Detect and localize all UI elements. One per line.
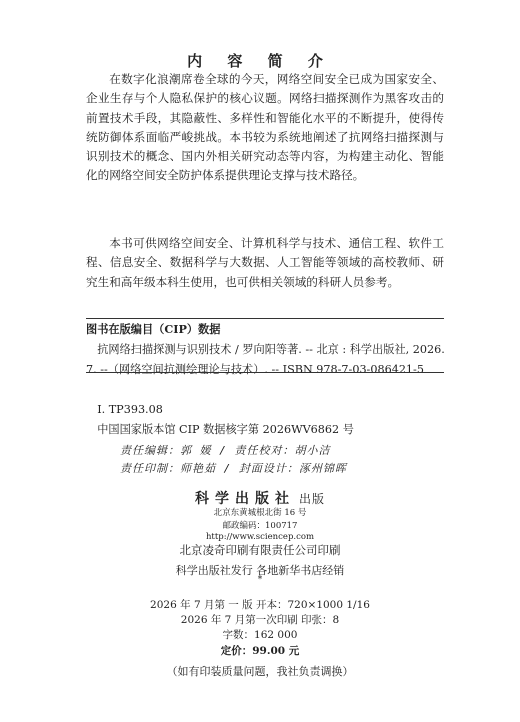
cip-heading: 图书在版编目（CIP）数据 — [86, 322, 221, 336]
edition-format: 2026 年 7 月第 一 版 开本：720×1000 1/16 — [150, 599, 370, 611]
publisher-logo-text: 科学出版社 — [194, 491, 295, 507]
price: 定价：99.00 元 — [220, 645, 300, 657]
publisher-zip: 邮政编码：100717 — [222, 521, 298, 531]
cip-classification: Ⅰ. TP393.08 — [97, 403, 163, 416]
printing-sheets: 2026 年 7 月第一次印刷 印张：8 — [180, 614, 340, 626]
publisher-name — [0, 488, 520, 508]
staff-production: 责任印制：师艳茹 / 封面设计：涿州锦晖 — [120, 462, 347, 475]
intro-paragraph-1: 在数字化浪潮席卷全球的今天，网络空间安全已成为国家安全、企业生存与个人隐私保护的核心议题。网络扫描探测作为黑客攻击的前置技术手段，其隐蔽性、多样性和智能化水平的不断提升，使得传统防御体系面临严峻挑战。本书较为系统地阐述了抗网络扫描探测与识别技术的概念、国内外相关研究动态等内容，为构建主动化、智能化的网络空间安全防护体系提供理论支撑与技术路径。 — [86, 72, 444, 183]
word-count: 字数：162 000 — [222, 629, 298, 641]
staff-editors: 责任编辑：郭 媛 / 责任校对：胡小洁 — [120, 444, 331, 457]
quality-note: （如有印装质量问题，我社负责调换） — [166, 665, 354, 678]
divider-bottom — [86, 372, 444, 373]
divider-top — [86, 318, 444, 319]
distribution-line: 科学出版社发行 各地新华书店经销 — [175, 564, 345, 577]
publisher-address: 北京东黄城根北街 16 号 — [213, 508, 307, 518]
publisher-url: http://www.sciencep.com — [205, 532, 315, 542]
separator-star: * — [257, 575, 263, 585]
page-title: 内 容 简 介 — [187, 52, 333, 70]
cip-entry: 抗网络扫描探测与识别技术 / 罗向阳等著. -- 北京 : 科学出版社, 2026. 7. --（网络空间抗测绘理论与技术）. -- ISBN 978-7-03-086421-5 — [86, 343, 445, 376]
cip-number: 中国国家版本馆 CIP 数据核字第 2026WV6862 号 — [97, 423, 354, 436]
publisher-suffix: 出版 — [298, 492, 325, 506]
printer-name: 北京凌奇印刷有限责任公司印刷 — [179, 543, 341, 557]
intro-paragraph-2: 本书可供网络空间安全、计算机科学与技术、通信工程、软件工程、信息安全、数据科学与大数据、人工智能等领域的高校教师、研究生和高年级本科生使用，也可供相关领域的科研人员参考。 — [86, 236, 444, 289]
